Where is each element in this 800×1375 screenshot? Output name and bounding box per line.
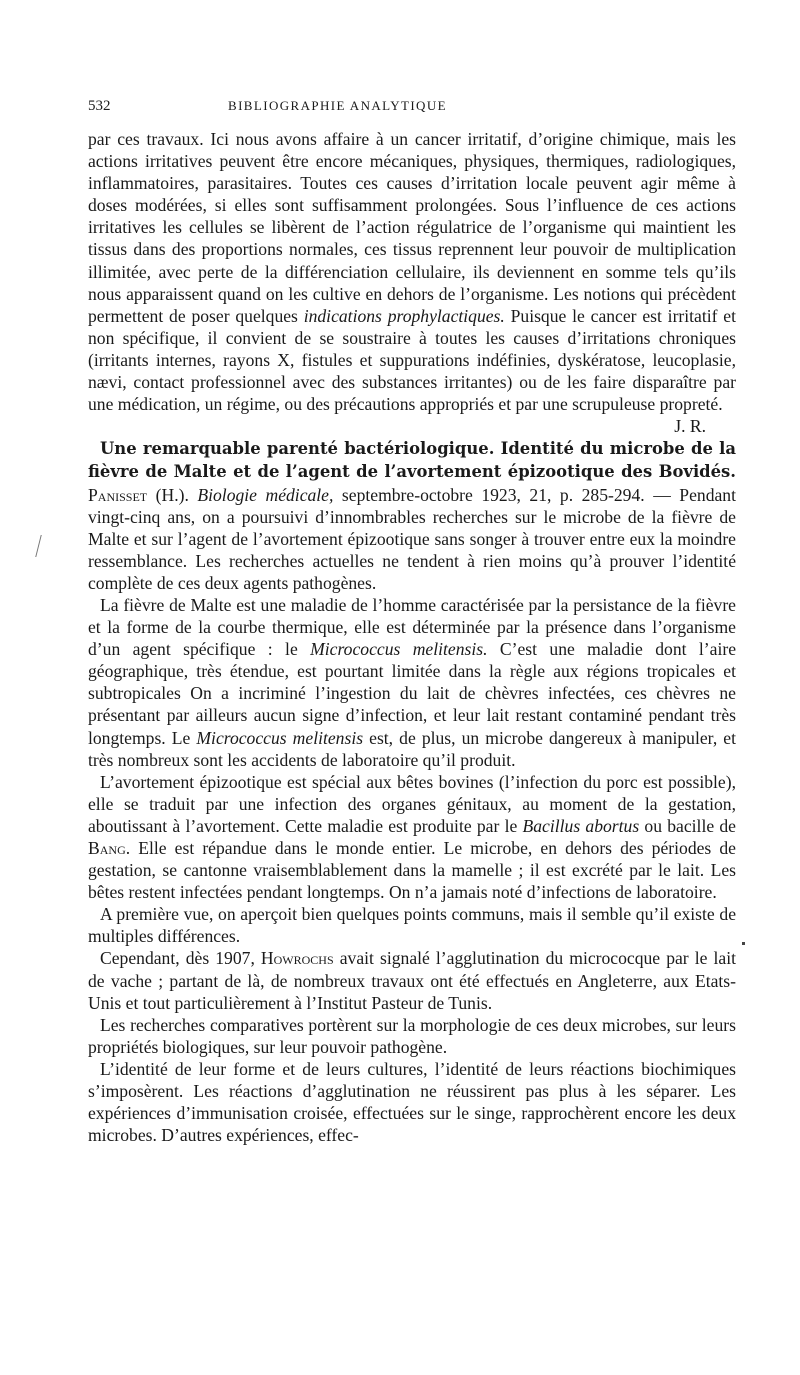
- p2-text-c: Elle est répandue dans le monde entier. Le microbe, en dehors des périodes de gestation, se cantonne vraisemblablement dans la mamelle ; il est excrété par le lait. Les bêtes restent infectées pendant longtemps. On n’a jamais noté d’infections de laboratoire.: [88, 838, 736, 903]
- review-intro: — Pendant vingt-cinq ans, on a poursuivi d’innombrables recherches sur le microbe de la fièvre de Malte et sur l’agent de l’avortement épizootique sans songer à trouver entre eux la moindre ressemblance. Les recherches actuelles ne tendent à rien moins qu’à prouver l’identité complète de ces deux agents pathogènes.: [88, 484, 736, 593]
- p2-smallcaps: Bang.: [88, 838, 131, 858]
- margin-dot-mark: [742, 942, 745, 945]
- p2-text-a: L’avortement épizootique est spécial aux bêtes bovines (l’infection du porc est possible), elle se traduit par une infection des organes génitaux, au moment de la gestation, aboutissant à l’avortement. Cette maladie est produite par le: [88, 771, 736, 836]
- continuation-italic: indications prophylactiques.: [303, 305, 505, 326]
- p2-text-b: ou bacille de: [639, 815, 736, 836]
- p1-italic-2: Micrococcus melitensis: [196, 727, 364, 748]
- p1-italic-1: Micrococcus melitensis.: [310, 639, 488, 660]
- paragraph-malte: [88, 594, 736, 771]
- running-head: BIBLIOGRAPHIE ANALYTIQUE: [228, 98, 447, 113]
- continuation-text-1: par ces travaux. Ici nous avons affaire à un cancer irritatif, d’origine chimique, mais les actions irritatives peuvent être encore mécaniques, physiques, thermiques, radiologiques, inflammatoires, parasitaires. Toutes ces causes d’irritation locale peuvent agir même à doses modérées, si elles sont suffisamment prolongées. Sous l’influence de ces actions irritatives les cellules se libèrent de l’action régulatrice de l’organisme qui maintient les tissus dans des proportions normales, ces tissus reprennent leur pouvoir de multiplication illimitée, avec perte de la différenciation cellulaire, ils deviennent en somme tels qu’ils nous apparaissent quand on les cultive en dehors de l’organisme. Les notions qui précèdent permettent de poser quelques: [88, 129, 736, 326]
- paragraph-avortement: [88, 771, 736, 904]
- review-citation: septembre-octobre 1923, 21, p. 285-294.: [341, 484, 645, 505]
- p4-text-a: Cependant, dès 1907,: [100, 948, 261, 969]
- page-header: [88, 98, 736, 128]
- p2-italic: Bacillus abortus: [522, 815, 640, 836]
- article-body: [88, 128, 736, 1146]
- margin-pencil-mark: [35, 535, 49, 557]
- continuation-paragraph: [88, 128, 736, 415]
- p1-text-b: C’est une maladie dont l’aire géographique, très étendue, est pourtant limitée dans la règle aux régions tropicales et subtropicales On a incriminé l’ingestion du lait de chèvres infectées, ces chèvres ne présentant par ailleurs aucun signe d’infection, et leur lait restant contaminé pendant très longtemps. Le: [88, 639, 737, 748]
- continuation-text-2: Puisque le cancer est irritatif et non spécifique, il convient de se soustraire à toutes les causes d’irritations chroniques (irritants internes, rayons X, fistules et suppurations indéfinies, dyskératose, leucoplasie, nævi, contact professionnel avec des substances irritantes) ou de les faire disparaître par une médication, un régime, ou des précautions appropriés et par une scrupuleuse propreté.: [88, 305, 737, 415]
- paragraph-premiere-vue: A première vue, on aperçoit bien quelques points communs, mais il semble qu’il existe de multiples différences.: [88, 904, 736, 947]
- paragraph-recherches: Les recherches comparatives portèrent sur la morphologie de ces deux microbes, sur leurs propriétés biologiques, sur leur pouvoir pathogène.: [88, 1014, 736, 1057]
- review-journal: Biologie médicale,: [197, 484, 334, 505]
- review-author: Panisset (H.).: [88, 484, 189, 505]
- p4-text-b: avait signalé l’agglutination du micrococque par le lait de vache ; partant de là, de nombreux travaux ont été effectués en Angleterre, aux Etats-Unis et tout particulièrement à l’Institut Pasteur de Tunis.: [88, 948, 736, 1013]
- p1-text-a: La fièvre de Malte est une maladie de l’homme caractérisée par la persistance de la fièvre et la forme de la courbe thermique, elle est déterminée par la présence dans l’organisme d’un agent spécifique : le: [88, 594, 736, 660]
- paragraph-identite: L’identité de leur forme et de leurs cultures, l’identité de leurs réactions biochimiques s’imposèrent. Les réactions d’agglutination ne réussirent pas plus à les séparer. Les expériences d’immunisation croisée, effectuées sur le singe, rapprochèrent encore les deux microbes. D’autres expériences, effec-: [88, 1058, 736, 1146]
- p1-text-c: est, de plus, un microbe dangereux à manipuler, et très nombreux sont les accidents de laboratoire qu’il produit.: [88, 727, 736, 770]
- p4-smallcaps: Howrochs: [260, 948, 334, 969]
- page-number: 532: [88, 98, 111, 114]
- review-title: Une remarquable parenté bactériologique. Identité du microbe de la fièvre de Malte et de l’agent de l’avortement épizootique des Bovidés.: [88, 439, 736, 482]
- page: [88, 98, 736, 1146]
- review-heading-paragraph: [88, 437, 736, 594]
- paragraph-1907: [88, 947, 736, 1013]
- review-signature: J. R.: [674, 416, 706, 437]
